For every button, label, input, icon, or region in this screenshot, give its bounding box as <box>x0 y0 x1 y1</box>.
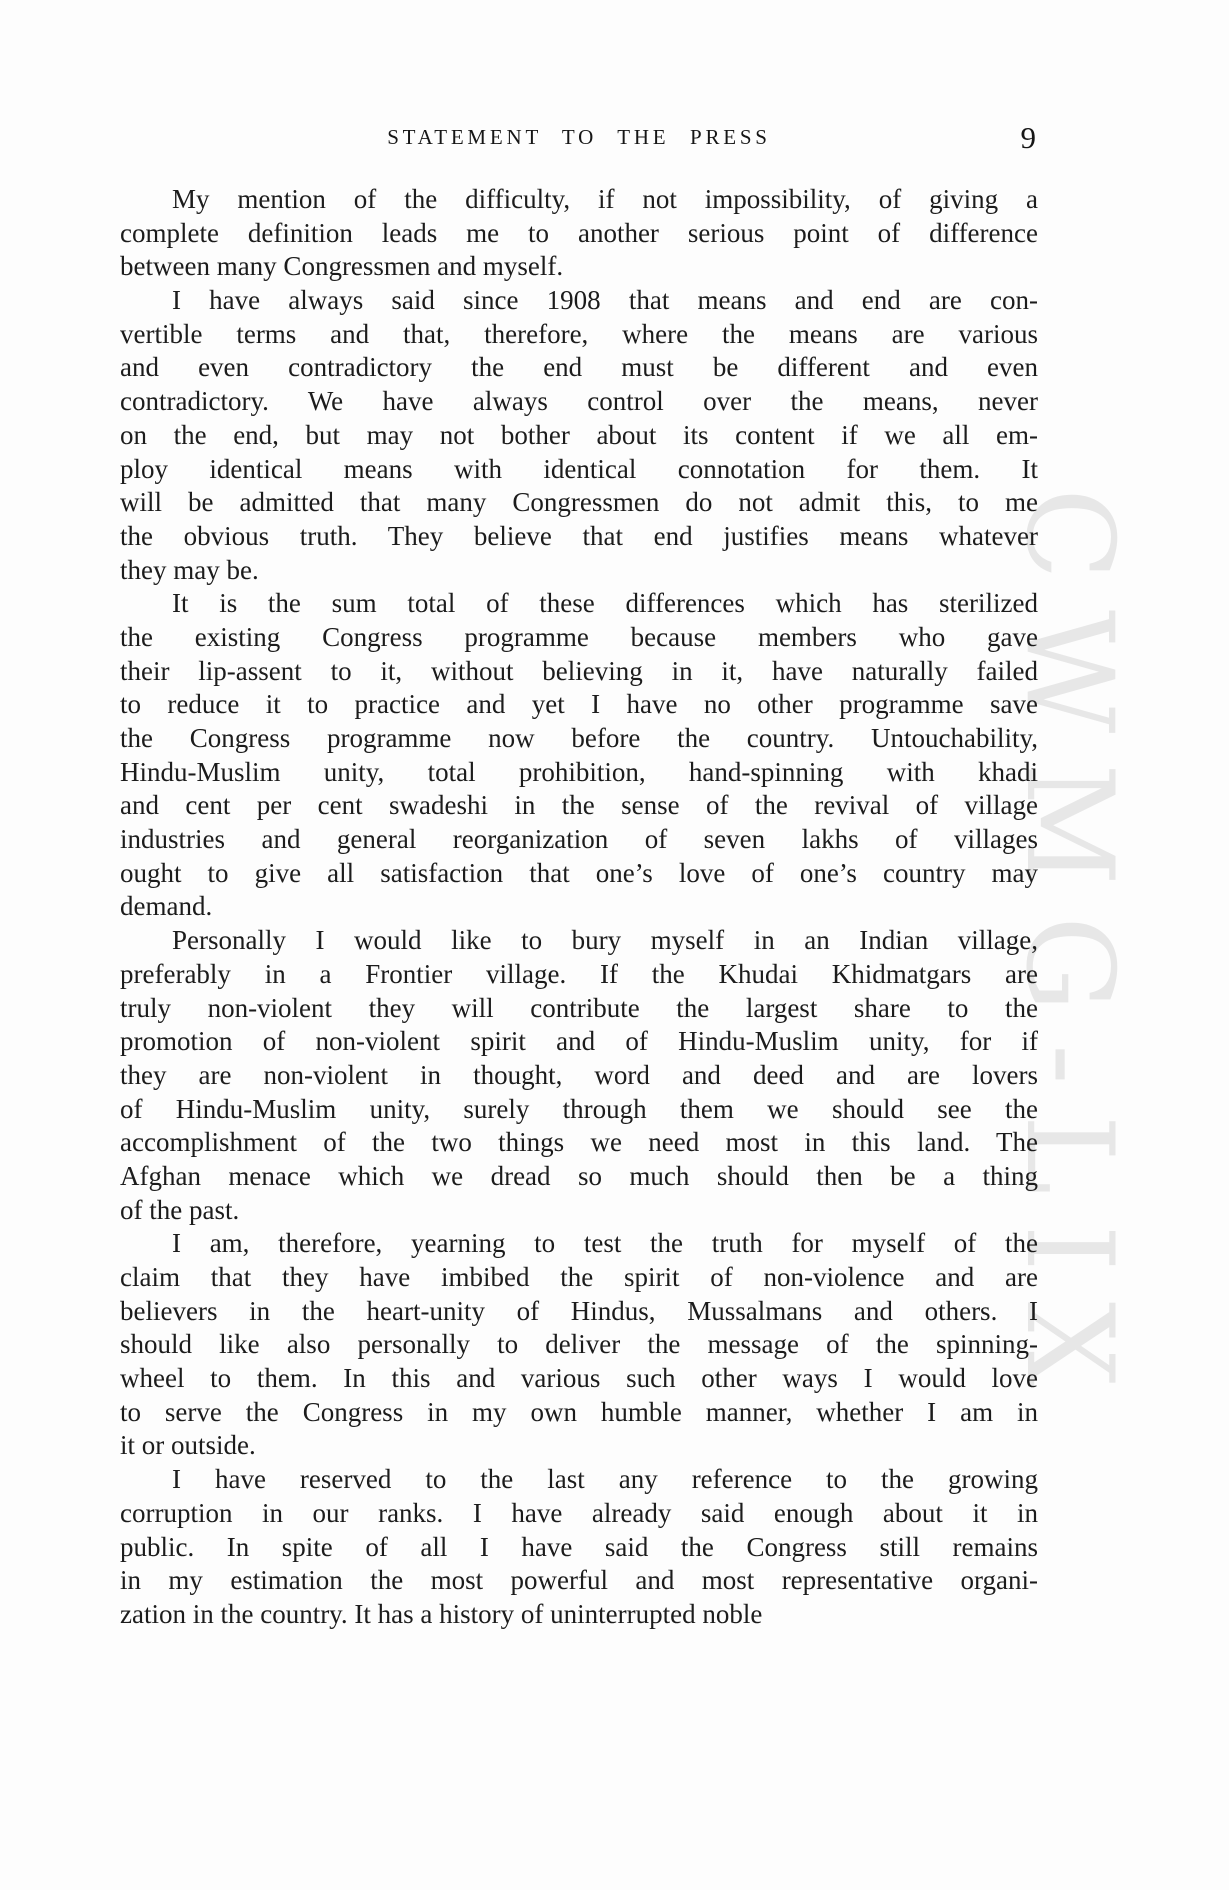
text-line: will be admitted that many Congressmen do not admit this, to me <box>120 487 1038 518</box>
text-line: I have always said since 1908 that means and end are con- <box>172 285 1038 316</box>
text-line: It is the sum total of these differences which has sterilized <box>172 588 1038 619</box>
text-line: believers in the heart-unity of Hindus, Mussalmans and others. I <box>120 1295 1038 1326</box>
text-line: and cent per cent swadeshi in the sense of the revival of village <box>120 790 1038 821</box>
text-line: complete definition leads me to another serious point of difference <box>120 217 1038 248</box>
text-line: of the past. <box>120 1194 240 1225</box>
text-line: in my estimation the most powerful and most representative organi- <box>120 1565 1038 1596</box>
text-line: the existing Congress programme because members who gave <box>120 621 1038 652</box>
text-line: and even contradictory the end must be different and even <box>120 352 1038 383</box>
text-line: contradictory. We have always control over the means, never <box>120 386 1038 417</box>
text-line: it or outside. <box>120 1430 256 1461</box>
text-line: accomplishment of the two things we need most in this land. The <box>120 1127 1038 1158</box>
text-line: corruption in our ranks. I have already said enough about it in <box>120 1497 1038 1528</box>
text-line: industries and general reorganization of seven lakhs of villages <box>120 824 1038 855</box>
text-line: public. In spite of all I have said the Congress still remains <box>120 1531 1038 1562</box>
text-line: vertible terms and that, therefore, where the means are various <box>120 318 1038 349</box>
text-line: to reduce it to practice and yet I have no other programme save <box>120 689 1038 720</box>
text-line: My mention of the difficulty, if not impossibility, of giving a <box>172 184 1038 214</box>
text-line: Hindu-Muslim unity, total prohibition, hand-spinning with khadi <box>120 756 1038 787</box>
text-line: promotion of non-violent spirit and of Hindu-Muslim unity, for if <box>120 1026 1038 1057</box>
text-line: Personally I would like to bury myself in an Indian village, <box>172 925 1038 956</box>
paragraph <box>120 183 1038 284</box>
text-line: demand. <box>120 891 213 922</box>
text-line: they are non-violent in thought, word and deed and are lovers <box>120 1059 1038 1090</box>
text-line: claim that they have imbibed the spirit of non-violence and are <box>120 1262 1038 1292</box>
text-line: their lip-assent to it, without believing in it, have naturally failed <box>120 655 1038 686</box>
text-line: ploy identical means with identical connotation for them. It <box>120 453 1038 484</box>
text-line: ought to give all satisfaction that one’s love of one’s country may <box>120 857 1038 888</box>
text-line: preferably in a Frontier village. If the Khudai Khidmatgars are <box>120 958 1038 989</box>
text-line: of Hindu-Muslim unity, surely through them we should see the <box>120 1093 1038 1124</box>
paragraph <box>120 587 1038 924</box>
page-body <box>120 183 1038 1632</box>
text-line: the obvious truth. They believe that end justifies means whatever <box>120 520 1038 551</box>
text-line: on the end, but may not bother about its content if we all em- <box>120 419 1038 450</box>
running-head <box>120 112 1038 155</box>
text-line: they may be. <box>120 554 259 585</box>
text-line: Afghan menace which we dread so much should then be a thing <box>120 1160 1038 1191</box>
paragraph <box>120 924 1038 1227</box>
volume-watermark: CWMG-LIX <box>999 488 1138 1418</box>
text-line: wheel to them. In this and various such other ways I would love <box>120 1363 1038 1394</box>
paragraph <box>120 1463 1038 1631</box>
text-line: the Congress programme now before the country. Untouchability, <box>120 723 1038 753</box>
text-line: I am, therefore, yearning to test the truth for myself of the <box>172 1228 1038 1259</box>
page-number: 9 <box>1020 120 1036 155</box>
text-line: I have reserved to the last any reference to the growing <box>172 1464 1038 1495</box>
paragraph <box>120 284 1038 587</box>
text-line: between many Congressmen and myself. <box>120 251 564 282</box>
text-line: to serve the Congress in my own humble manner, whether I am in <box>120 1396 1038 1427</box>
text-line: should like also personally to deliver the message of the spinning- <box>120 1329 1038 1360</box>
paragraph <box>120 1227 1038 1463</box>
text-line: zation in the country. It has a history of uninterrupted noble <box>120 1598 763 1629</box>
text-line: truly non-violent they will contribute the largest share to the <box>120 992 1038 1023</box>
page-title: STATEMENT TO THE PRESS <box>387 125 771 149</box>
